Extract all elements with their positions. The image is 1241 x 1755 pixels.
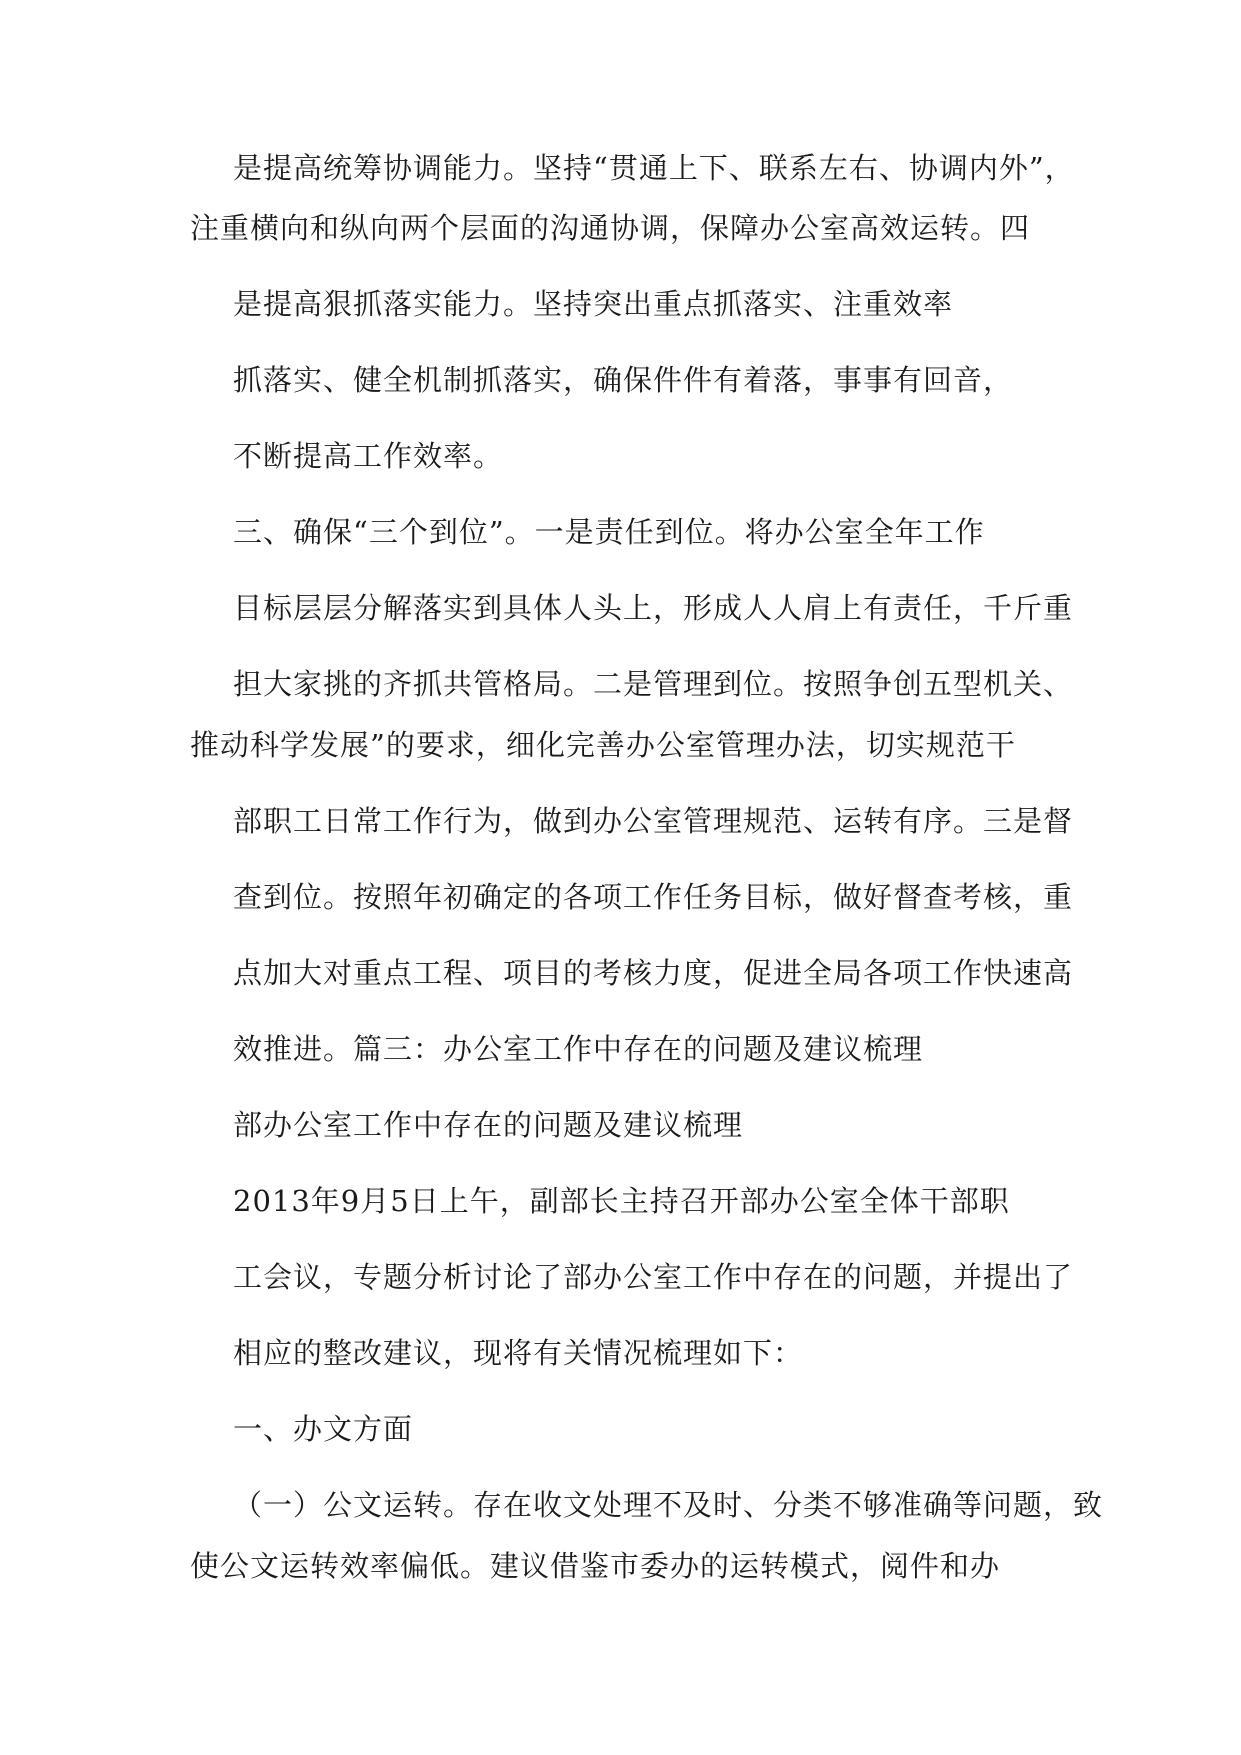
text-line: 2013年9月5日上午，副部长主持召开部办公室全体干部职 <box>233 1184 1010 1218</box>
text-line: 查到位。按照年初确定的各项工作任务目标，做好督查考核，重 <box>233 880 1074 914</box>
text-line: 部职工日常工作行为，做到办公室管理规范、运转有序。三是督 <box>233 804 1074 838</box>
text-line: 不断提高工作效率。 <box>233 439 504 473</box>
text-line: 工会议，专题分析讨论了部办公室工作中存在的问题，并提出了 <box>233 1260 1074 1294</box>
text-line: 抓落实、健全机制抓落实，确保件件有着落，事事有回音， <box>233 363 1014 397</box>
text-line: 担大家挑的齐抓共管格局。二是管理到位。按照争创五型机关、 <box>233 667 1074 701</box>
text-line: 部办公室工作中存在的问题及建议梳理 <box>233 1108 744 1142</box>
text-line: 目标层层分解落实到具体人头上，形成人人肩上有责任，千斤重 <box>233 591 1074 625</box>
text-line: 效推进。篇三：办公室工作中存在的问题及建议梳理 <box>233 1032 924 1066</box>
text-line: 是提高狠抓落实能力。坚持突出重点抓落实、注重效率 <box>233 287 954 321</box>
text-line: 使公文运转效率偏低。建议借鉴市委办的运转模式，阅件和办 <box>190 1549 1001 1583</box>
text-line: 一、办文方面 <box>233 1412 414 1446</box>
text-line: 推动科学发展”的要求，细化完善办公室管理办法，切实规范干 <box>190 728 1016 762</box>
text-line: 相应的整改建议，现将有关情况梳理如下： <box>233 1336 804 1370</box>
text-line: 三、确保“三个到位”。一是责任到位。将办公室全年工作 <box>233 515 985 549</box>
text-line: 点加大对重点工程、项目的考核力度，促进全局各项工作快速高 <box>233 956 1074 990</box>
text-line: 注重横向和纵向两个层面的沟通协调，保障办公室高效运转。四 <box>190 211 1031 245</box>
text-line: 是提高统筹协调能力。坚持“贯通上下、联系左右、协调内外”， <box>233 151 1075 185</box>
text-line: （一）公文运转。存在收文处理不及时、分类不够准确等问题，致 <box>233 1488 1104 1522</box>
